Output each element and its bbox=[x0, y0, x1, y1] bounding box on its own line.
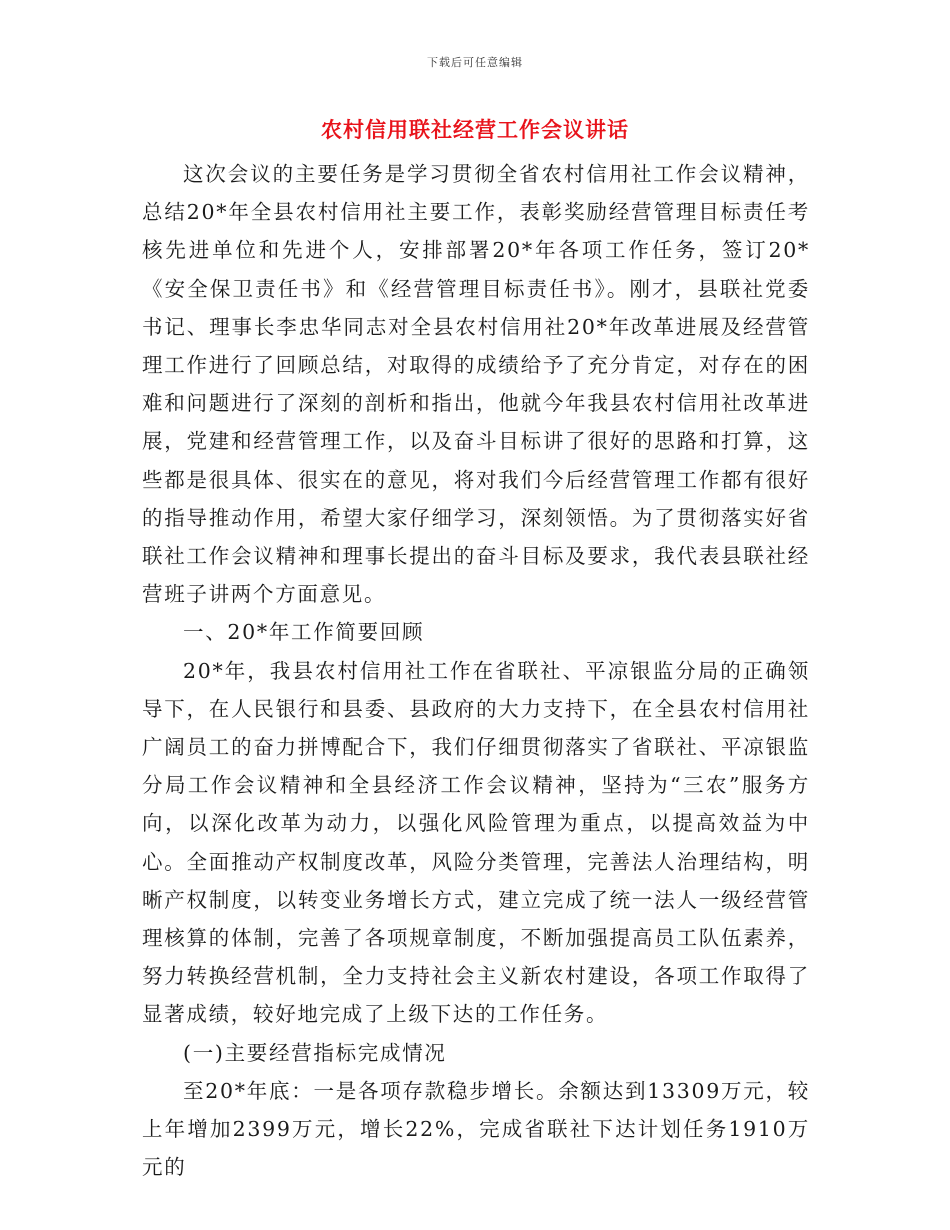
paragraph-intro: 这次会议的主要任务是学习贯彻全省农村信用社工作会议精神，总结20*年全县农村信用社主要工作，表彰奖励经营管理目标责任考核先进单位和先进个人，安排部署20*年各项工作任务，签订20*《安全保卫责任书》和《经营管理目标责任书》。刚才，县联社党委书记、理事长李忠华同志对全县农村信用社20*年改革进展及经营管理工作进行了回顾总结，对取得的成绩给予了充分肯定，对存在的困难和问题进行了深刻的剖析和指出，他就今年我县农村信用社改革进展，党建和经营管理工作，以及奋斗目标讲了很好的思路和打算，这些都是很具体、很实在的意见，将对我们今后经营管理工作都有很好的指导推动作用，希望大家仔细学习，深刻领悟。为了贯彻落实好省联社工作会议精神和理事长提出的奋斗目标及要求，我代表县联社经营班子讲两个方面意见。 bbox=[142, 162, 810, 607]
paragraph-indicators: 至20*年底：一是各项存款稳步增长。余额达到13309万元，较上年增加2399万元，增长22%，完成省联社下达计划任务1910万元的 bbox=[142, 1078, 810, 1180]
document-body bbox=[142, 155, 810, 1186]
paragraph-review: 20*年，我县农村信用社工作在省联社、平凉银监分局的正确领导下，在人民银行和县委、县政府的大力支持下，在全县农村信用社广阔员工的奋力拼博配合下，我们仔细贯彻落实了省联社、平凉银监分局工作会议精神和全县经济工作会议精神，坚持为“三农”服务方向，以深化改革为动力，以强化风险管理为重点，以提高效益为中心。全面推动产权制度改革，风险分类管理，完善法人治理结构，明晰产权制度，以转变业务增长方式，建立完成了统一法人一级经营管理核算的体制，完善了各项规章制度，不断加强提高员工队伍素养，努力转换经营机制，全力支持社会主义新农村建设，各项工作取得了显著成绩，较好地完成了上级下达的工作任务。 bbox=[142, 658, 810, 1027]
subsection-heading-indicators: (一)主要经营指标完成情况 bbox=[183, 1040, 447, 1065]
page-header-note: 下载后可任意编辑 bbox=[427, 56, 523, 69]
document-title: 农村信用联社经营工作会议讲话 bbox=[321, 117, 629, 142]
section-heading-review: 一、20*年工作简要回顾 bbox=[183, 620, 425, 645]
